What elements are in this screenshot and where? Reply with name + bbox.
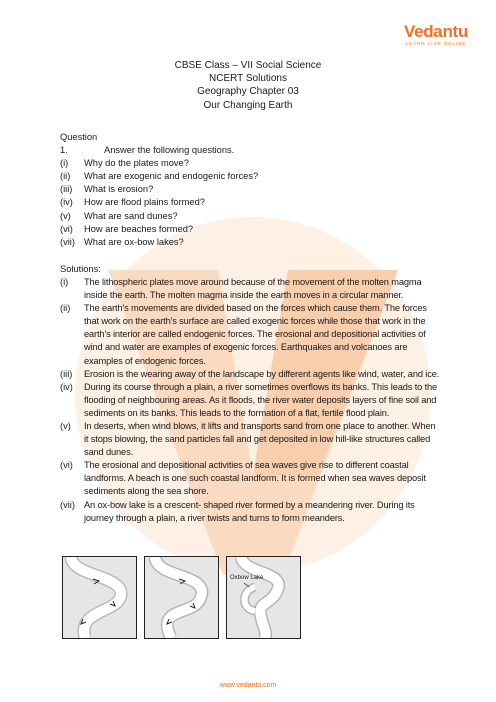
list-item (60, 381, 440, 420)
question-heading (60, 131, 440, 157)
item-text: In deserts, when wind blows, it lifts and transports sand from one place to another. When it stops blowing, the sand particles fall and get deposited in low hill-like structures called sand dunes. (84, 420, 436, 458)
list-item (60, 223, 440, 236)
item-index: (i) (60, 276, 69, 287)
document-body (60, 131, 440, 525)
header-solutions-line: NCERT Solutions (209, 73, 287, 85)
item-index: (v) (60, 210, 71, 221)
list-item (60, 302, 440, 367)
logo-wordmark: Vedantu (403, 22, 468, 41)
question-number: Question 1. (60, 132, 98, 156)
item-index: (v) (60, 420, 71, 431)
meander-diagram-1 (62, 556, 137, 639)
list-item (60, 183, 440, 196)
footer-url: www.vedantu.com (219, 682, 277, 689)
header-class-line: CBSE Class – VII Social Science (174, 60, 322, 71)
item-index: (ii) (60, 303, 71, 314)
list-item (60, 368, 440, 381)
item-text: Why do the plates move? (84, 158, 189, 169)
item-text: During its course through a plain, a river sometimes overflows its banks. This leads to the flooding of neighbouring areas. As it floods, the river water deposits layers of fine soil and sediments on its banks. This leads to the formation of a flat, fertile flood plain. (84, 381, 438, 418)
item-index: (i) (60, 158, 69, 169)
question-list (60, 157, 440, 249)
item-index: (iv) (60, 197, 73, 208)
item-text: The earth's movements are divided based on the forces which cause them. The forces that work on the earth's surface are called exogenic forces while those that work in the earth's interior are called endogenic forces. The erosional and depositional activities of wind and water are examples of exogenic forces. Earthquakes and volcanoes are examples of endogenic forces. (84, 303, 427, 366)
list-item (60, 276, 440, 302)
item-text: What are exogenic and endogenic forces? (84, 171, 259, 182)
item-index: (iii) (60, 368, 73, 379)
item-text: The erosional and depositional activities of sea waves give rise to different coastal landforms. A beach is one such coastal landform. It is formed when sea waves deposit sediments along the sea shore. (84, 460, 426, 497)
item-index: (vi) (60, 460, 73, 471)
item-index: (iii) (60, 184, 73, 195)
vedantu-logo (404, 22, 468, 46)
item-index: (vii) (60, 236, 75, 247)
item-text: The lithospheric plates move around because of the movement of the molten magma inside the earth. The molten magma inside the earth moves in a circular manner. (84, 276, 422, 301)
header-title-line: Our Changing Earth (203, 99, 293, 111)
item-text: Erosion is the wearing away of the landscape by different agents like wind, water, and ice. (84, 368, 440, 379)
item-index: (ii) (60, 171, 71, 182)
list-item (60, 420, 440, 459)
oxbow-lake-label: Oxbow Lake (230, 575, 264, 581)
list-item (60, 196, 440, 209)
solutions-title: Solutions: (60, 263, 101, 274)
item-text: How are beaches formed? (84, 223, 194, 234)
meander-diagrams (62, 556, 302, 638)
logo-tagline: LEARN LIVE ONLINE (405, 41, 467, 46)
oxbow-lake-diagram (226, 556, 301, 639)
meander-diagram-2 (144, 556, 219, 639)
list-item (60, 499, 440, 525)
list-item (60, 170, 440, 183)
list-item (60, 157, 440, 170)
item-text: What are ox-bow lakes? (84, 236, 184, 247)
item-text: An ox-bow lake is a crescent- shaped river formed by a meandering river. During its journey through a plain, a river twists and turns to form meanders. (84, 499, 415, 523)
list-item (60, 236, 440, 249)
item-text: How are flood plains formed? (84, 197, 205, 208)
question-prompt: Answer the following questions. (104, 145, 235, 156)
solutions-list (60, 276, 440, 525)
item-text: What is erosion? (84, 184, 154, 195)
item-index: (vii) (60, 499, 75, 510)
item-index: (iv) (60, 381, 73, 392)
list-item (60, 210, 440, 223)
list-item (60, 459, 440, 498)
header-chapter-line: Geography Chapter 03 (197, 86, 299, 98)
item-text: What are sand dunes? (84, 210, 178, 221)
document-header (0, 59, 496, 112)
item-index: (vi) (60, 223, 73, 234)
